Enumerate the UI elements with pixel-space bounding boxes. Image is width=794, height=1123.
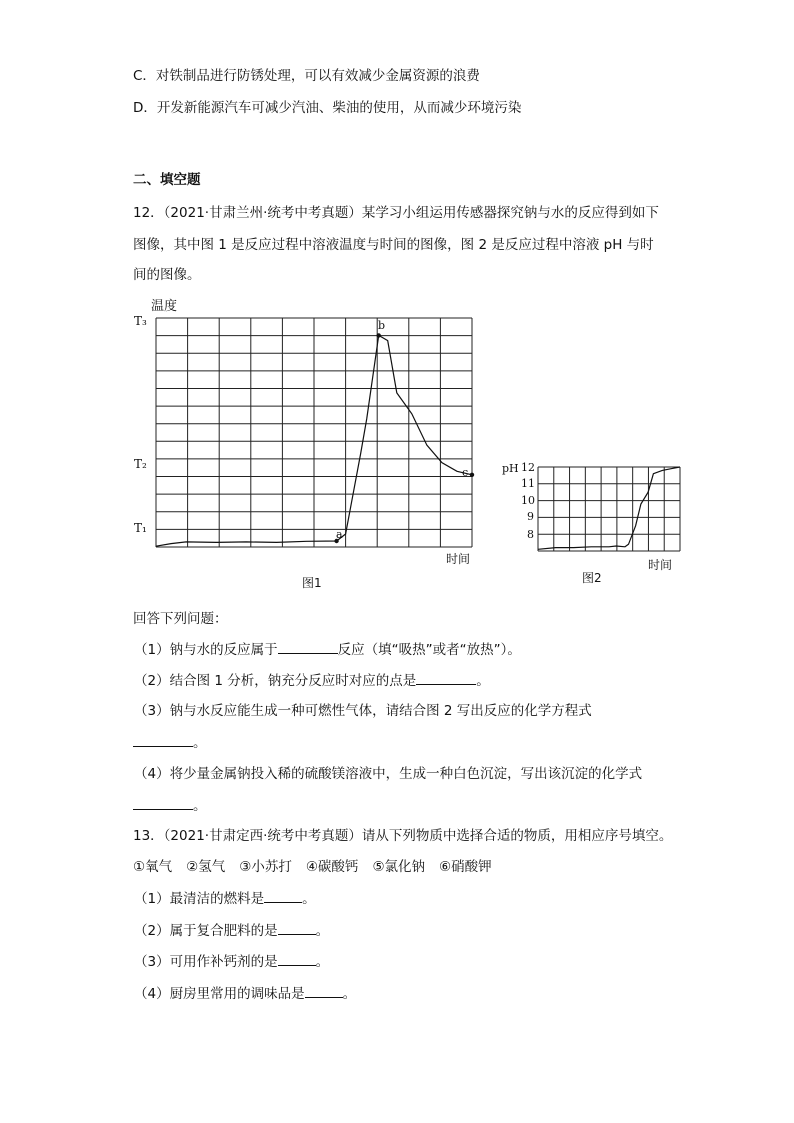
- q12-text-line3: 间的图像。: [133, 267, 201, 283]
- figure1-tick-t3: T₃: [134, 314, 147, 328]
- figure1-xlabel: 时间: [446, 552, 471, 566]
- q13-sub4: [134, 983, 356, 1004]
- q12-text-line2: 图像，其中图 1 是反应过程中溶液温度与时间的图像，图 2 是反应过程中溶液 pH 与时: [133, 237, 654, 253]
- figure2-tick-9: 9: [527, 510, 534, 523]
- figure2-tick-10: 10: [521, 494, 535, 507]
- figure2-tick-12: 12: [521, 461, 535, 474]
- figure1-caption: 图1: [302, 576, 322, 590]
- q13-sub4-text: （4）厨房里常用的调味品是: [134, 986, 305, 1002]
- figure2-ylabel: pH: [502, 462, 519, 475]
- figure2-ph-line: [538, 467, 680, 549]
- figure2-xlabel: 时间: [648, 558, 673, 572]
- figure1-grid: [156, 318, 472, 547]
- figure2-ph-chart: [498, 458, 690, 590]
- q13-option-3: ③小苏打: [239, 859, 292, 875]
- q12-sub1-text-end: 反应（填“吸热”或者“放热”）。: [337, 642, 521, 658]
- q13-sub3-blank[interactable]: [278, 951, 316, 966]
- q13-sub2-end: 。: [315, 923, 330, 939]
- q13-text-line1: 13．（2021·甘肃定西·统考中考真题）请从下列物质中选择合适的物质，用相应序号填空。: [133, 828, 673, 844]
- q12-sub4: （4）将少量金属钠投入稀的硫酸镁溶液中，生成一种白色沉淀，写出该沉淀的化学式: [134, 766, 643, 782]
- q13-sub1-text: （1）最清洁的燃料是: [134, 891, 265, 907]
- figure1-temperature-chart: [130, 294, 490, 596]
- q13-sub4-end: 。: [342, 986, 357, 1002]
- figure2-tick-11: 11: [521, 477, 535, 490]
- q13-sub3-end: 。: [315, 954, 330, 970]
- option-c: C．对铁制品进行防锈处理，可以有效减少金属资源的浪费: [133, 68, 480, 84]
- q12-sub3-end: 。: [193, 735, 207, 751]
- figure1-point-b-label: b: [378, 319, 386, 332]
- q13-sub2-blank[interactable]: [278, 920, 316, 935]
- q13-option-4: ④碳酸钙: [305, 859, 359, 875]
- q13-option-6: ⑥硝酸钾: [439, 859, 492, 875]
- figure1-point-a-label: a: [336, 528, 343, 541]
- figure2-tick-8: 8: [527, 528, 534, 541]
- q13-sub1-end: 。: [302, 891, 316, 907]
- q13-sub2-text: （2）属于复合肥料的是: [134, 923, 278, 939]
- q13-option-1: ①氧气: [133, 859, 173, 875]
- q13-sub4-blank[interactable]: [305, 983, 343, 998]
- figure1-ylabel: 温度: [151, 299, 178, 314]
- q12-sub3-answer: [133, 732, 207, 753]
- q12-sub1-blank[interactable]: [278, 639, 338, 654]
- q12-sub4-blank[interactable]: [133, 795, 193, 810]
- q13-sub3: [134, 951, 329, 972]
- option-d: D．开发新能源汽车可减少汽油、柴油的使用，从而减少环境污染: [133, 100, 522, 116]
- q12-sub3: （3）钠与水反应能生成一种可燃性气体，请结合图 2 写出反应的化学方程式: [134, 703, 592, 719]
- section-title: 二、填空题: [133, 172, 201, 188]
- q12-prompt: 回答下列问题：: [133, 611, 228, 627]
- figure1-tick-t2: T₂: [134, 457, 147, 471]
- q12-sub1: [134, 639, 521, 660]
- figure1-point-c-label: c: [462, 466, 469, 479]
- q13-options: [133, 857, 506, 877]
- q12-sub1-text: （1）钠与水的反应属于: [134, 642, 278, 658]
- q12-sub2-blank[interactable]: [416, 670, 476, 685]
- q13-sub3-text: （3）可用作补钙剂的是: [134, 954, 278, 970]
- q13-sub1-blank[interactable]: [264, 888, 302, 903]
- q12-sub2-text-end: 。: [476, 673, 490, 689]
- q12-sub4-answer: [133, 795, 207, 816]
- q13-option-2: ②氢气: [186, 859, 226, 875]
- q12-sub2: [134, 670, 490, 691]
- q13-sub1: [134, 888, 316, 909]
- q12-sub2-text: （2）结合图 1 分析，钠充分反应时对应的点是: [134, 673, 417, 689]
- q12-sub4-end: 。: [193, 798, 207, 814]
- figure1-point-c: [470, 473, 474, 477]
- q13-sub2: [134, 920, 329, 941]
- q12-text-line1: 12．（2021·甘肃兰州·统考中考真题）某学习小组运用传感器探究钠与水的反应得到如下: [133, 205, 659, 221]
- figure1-tick-t1: T₁: [134, 521, 147, 535]
- figure2-grid: [538, 467, 680, 551]
- figure2-caption: 图2: [582, 571, 602, 585]
- figure1-point-b: [377, 333, 381, 337]
- q12-sub3-blank[interactable]: [133, 732, 193, 747]
- q13-option-5: ⑤氯化钠: [372, 859, 426, 875]
